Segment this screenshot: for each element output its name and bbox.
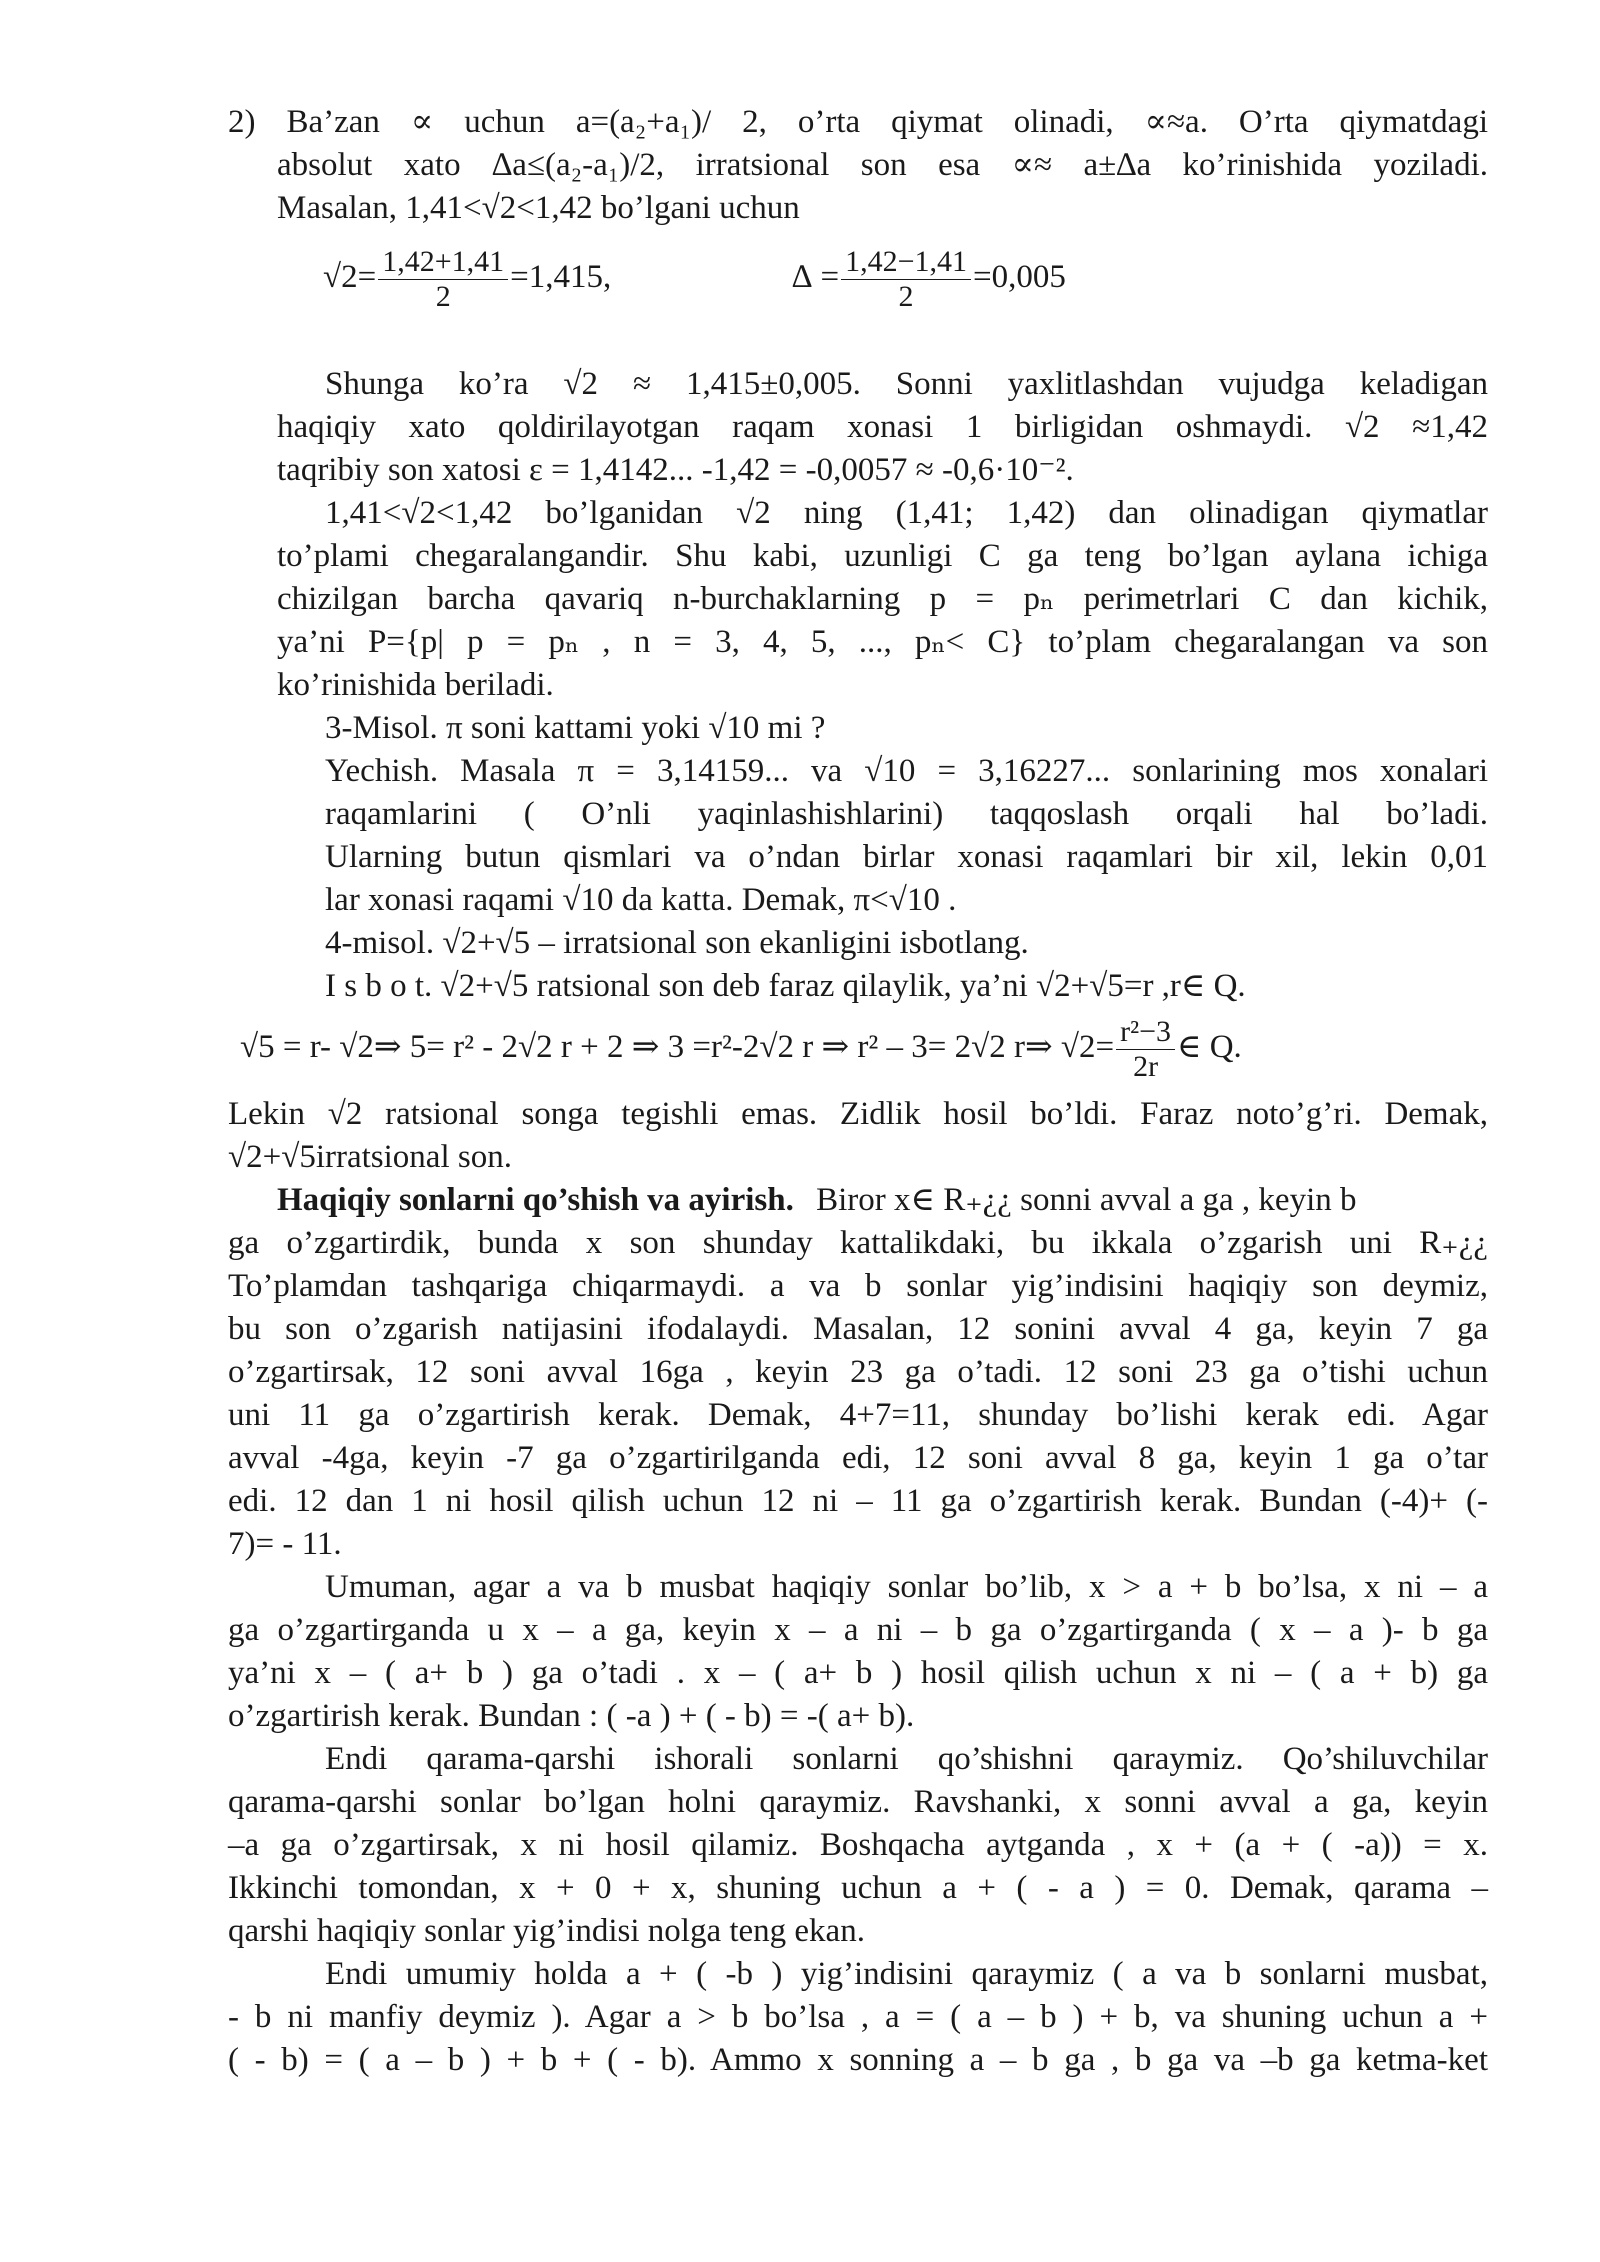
formula-right-fraction [841,245,971,314]
formula-right-lhs: ∆ = [792,259,840,296]
formula-left-rhs: =1,415, [510,259,612,296]
text-line: ya’ni x – ( a+ b ) ga o’tadi . x – ( a+ b ) hosil qilish uchun x ni – ( a + b) ga [228,1655,1488,1691]
text-line: Umuman, agar a va b musbat haqiqiy sonlar bo’lib, x > a + b bo’lsa, x ni – a [325,1569,1488,1605]
formula-left-lhs: √2= [323,259,377,296]
text-line: absolut xato ∆a≤(a₂-a₁)/2, irratsional son esa ∝≈ a±∆a ko’rinishida yoziladi. [277,147,1488,183]
text-line: taqribiy son xatosi ε = 1,4142... -1,42 = -0,0057 ≈ -0,6·10⁻². [277,452,1074,488]
text-line: ga o’zgartirganda u x – a ga, keyin x – a ni – b ga o’zgartirganda ( x – a )- b ga [228,1612,1488,1648]
text-line: o’zgartirish kerak. Bundan : ( -a ) + ( - b) = -( a+ b). [228,1698,915,1734]
text-line: 3-Misol. π soni kattami yoki √10 mi ? [325,710,826,746]
text-line: Endi qarama-qarshi ishorali sonlarni qo’shishni qaraymiz. Qo’shiluvchilar [325,1741,1488,1777]
text-line: o’zgartirsak, 12 soni avval 16ga , keyin 23 ga o’tadi. 12 soni 23 ga o’tishi uchun [228,1354,1488,1390]
text-line: Shunga ko’ra √2 ≈ 1,415±0,005. Sonni yaxlitlashdan vujudga keladigan [325,366,1488,402]
text-line: To’plamdan tashqariga chiqarmaydi. a va b sonlar yig’indisini haqiqiy son deymiz, [228,1268,1488,1304]
text-line: to’plami chegaralangandir. Shu kabi, uzunligi C ga teng bo’lgan aylana ichiga [277,538,1488,574]
text-line: chizilgan barcha qavariq n-burchaklarning p = pₙ perimetrlari C dan kichik, [277,581,1488,617]
text-line: Masalan, 1,41<√2<1,42 bo’lgani uchun [277,190,800,226]
section-heading: Haqiqiy sonlarni qo’shish va ayirish. [277,1182,794,1218]
text-line: Ikkinchi tomondan, x + 0 + x, shuning uchun a + ( - a ) = 0. Demak, qarama – [228,1870,1488,1906]
text-line: - b ni manfiy deymiz ). Agar a > b bo’lsa , a = ( a – b ) + b, va shuning uchun a + [228,1999,1488,2035]
text-line: I s b o t. √2+√5 ratsional son deb faraz qilaylik, ya’ni √2+√5=r ,r∈ Q. [325,968,1246,1004]
fraction-numerator: 1,42+1,41 [378,245,508,280]
text-line: –a ga o’zgartirsak, x ni hosil qilamiz. Boshqacha aytganda , x + (a + ( -a)) = x. [228,1827,1488,1863]
formula-sqrt2-approx [323,245,611,315]
fraction-numerator: 1,42−1,41 [841,245,971,280]
fraction-denominator: 2 [898,280,914,313]
text-line: qarshi haqiqiy sonlar yig’indisi nolga teng ekan. [228,1913,865,1949]
formula-delta [792,245,1066,315]
text-line: 2) Ba’zan ∝ uchun a=(a₂+a₁)/ 2, o’rta qiymat olinadi, ∝≈a. O’rta qiymatdagi [228,104,1488,140]
formula-proof-fraction [1116,1015,1175,1084]
text-line: √2+√5irratsional son. [228,1139,512,1175]
text-line: bu son o’zgarish natijasini ifodalaydi. Masalan, 12 sonini avval 4 ga, keyin 7 ga [228,1311,1488,1347]
formula-proof [240,1015,1242,1085]
text-line: ko’rinishida beriladi. [277,667,554,703]
text-line: Lekin √2 ratsional songa tegishli emas. Zidlik hosil bo’ldi. Faraz noto’g’ri. Demak, [228,1096,1488,1132]
text-line: 7)= - 11. [228,1526,342,1562]
text-line: qarama-qarshi sonlar bo’lgan holni qaraymiz. Ravshanki, x sonni avval a ga, keyin [228,1784,1488,1820]
text-line: avval -4ga, keyin -7 ga o’zgartirilganda edi, 12 soni avval 8 ga, keyin 1 ga o’tar [228,1440,1488,1476]
text-line: raqamlarini ( O’nli yaqinlashishlarini) taqqoslash orqali hal bo’ladi. [325,796,1488,832]
section-line [277,1178,1488,1222]
formula-right-rhs: =0,005 [972,259,1066,296]
text-line: ya’ni P={p| p = pₙ , n = 3, 4, 5, ..., pₙ< C} to’plam chegaralangan va son [277,624,1488,660]
fraction-denominator: 2r [1133,1050,1159,1083]
text-line: lar xonasi raqami √10 da katta. Demak, π<√10 . [325,882,957,918]
text-line: ( - b) = ( a – b ) + b + ( - b). Ammo x sonning a – b ga , b ga va –b ga ketma-ket [228,2042,1488,2078]
fraction-denominator: 2 [435,280,451,313]
text-line: haqiqiy xato qoldirilayotgan raqam xonasi 1 birligidan oshmaydi. √2 ≈1,42 [277,409,1488,445]
formula-left-fraction [378,245,508,314]
fraction-numerator: r²−3 [1116,1015,1175,1050]
text-line: ga o’zgartirdik, bunda x son shunday kattalikdaki, bu ikkala o’zgarish uni R₊¿¿ [228,1225,1488,1261]
text-line: 1,41<√2<1,42 bo’lganidan √2 ning (1,41; 1,42) dan olinadigan qiymatlar [325,495,1488,531]
text-line: Yechish. Masala π = 3,14159... va √10 = 3,16227... sonlarining mos xonalari [325,753,1488,789]
formula-proof-text: √5 = r- √2⇒ 5= r² - 2√2 r + 2 ⇒ 3 =r²-2√2 r ⇒ r² – 3= 2√2 r⇒ √2= [240,1029,1115,1066]
section-intro: Biror x∈ R₊¿¿ sonni avval a ga , keyin b [816,1182,1357,1218]
text-line: Ularning butun qismlari va o’ndan birlar xonasi raqamlari bir xil, lekin 0,01 [325,839,1488,875]
text-line: 4-misol. √2+√5 – irratsional son ekanligini isbotlang. [325,925,1029,961]
text-line: Endi umumiy holda a + ( -b ) yig’indisini qaraymiz ( a va b sonlarni musbat, [325,1956,1488,1992]
formula-proof-tail: ∈ Q. [1177,1029,1242,1066]
text-line: edi. 12 dan 1 ni hosil qilish uchun 12 ni – 11 ga o’zgartirish kerak. Bundan (-4)+ (- [228,1483,1488,1519]
text-line: uni 11 ga o’zgartirish kerak. Demak, 4+7=11, shunday bo’lishi kerak edi. Agar [228,1397,1488,1433]
